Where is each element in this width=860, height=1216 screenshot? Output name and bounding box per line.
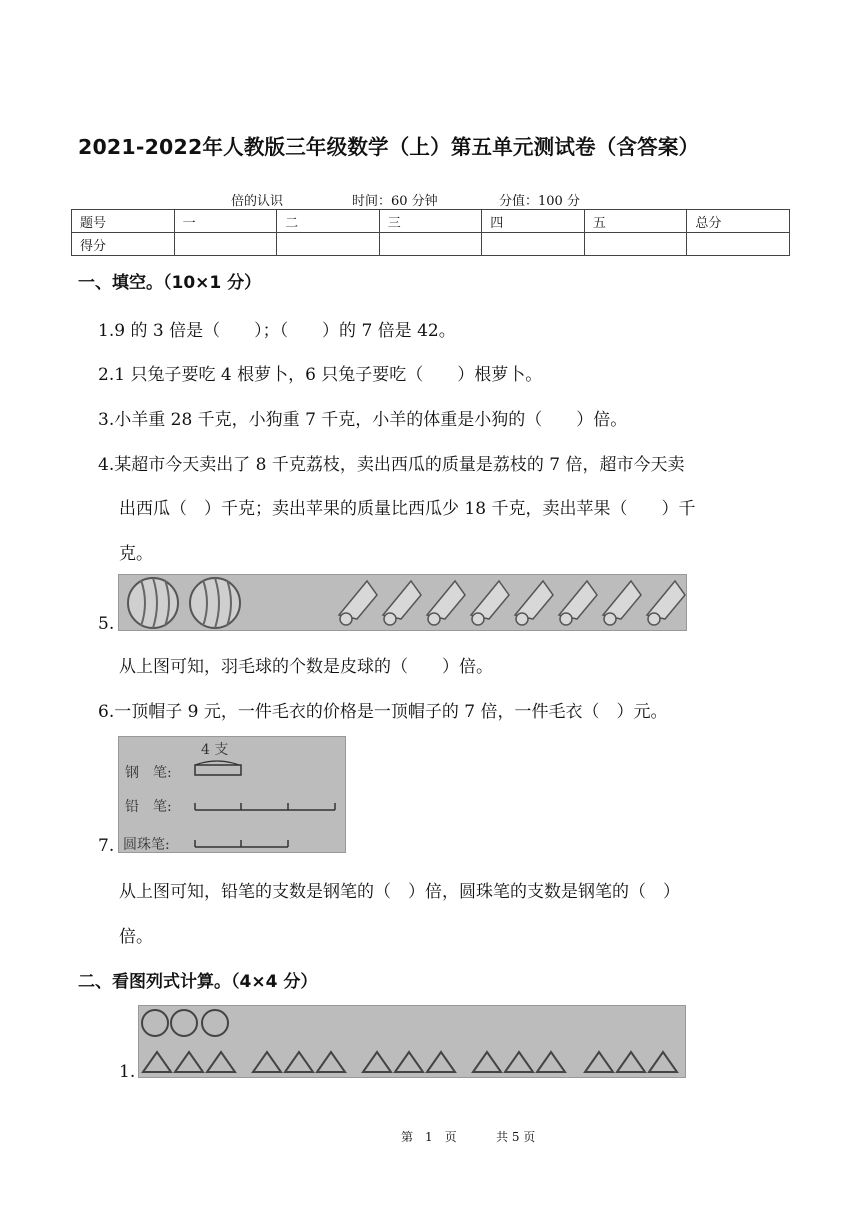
document-title: 2021-2022年人教版三年级数学（上）第五单元测试卷（含答案）	[78, 135, 700, 159]
triangle-shape	[505, 1052, 533, 1072]
footer-total-pages: 共 5 页	[496, 1130, 536, 1144]
triangle-shape	[585, 1052, 613, 1072]
triangle-shape	[143, 1052, 171, 1072]
score-input-cell[interactable]	[584, 233, 687, 256]
score-table-score-row	[72, 233, 790, 256]
triangle-group	[143, 1052, 235, 1072]
circles-triangles-picture	[138, 1005, 686, 1078]
question-1-4-line3: 克。	[119, 544, 153, 564]
pens-diagram-picture	[118, 736, 346, 853]
ball-icon	[190, 578, 240, 628]
triangle-shape	[175, 1052, 203, 1072]
shuttlecock-icon	[471, 581, 509, 625]
meta-score: 分值：100 分	[499, 194, 580, 209]
diagram-row-label-ballpen: 圆珠笔:	[123, 837, 170, 853]
meta-topic: 倍的认识	[231, 194, 284, 209]
circles-triangles-svg	[139, 1006, 685, 1077]
question-2-1-number: 1.	[119, 1062, 136, 1082]
triangle-shape	[253, 1052, 281, 1072]
triangle-group	[253, 1052, 345, 1072]
shuttlecock-icon	[383, 581, 421, 625]
score-table-cell: 总分	[687, 210, 790, 233]
question-1-7-line2: 倍。	[119, 927, 153, 947]
triangle-shape	[473, 1052, 501, 1072]
question-1-1: 1.9 的 3 倍是（ ）；（ ）的 7 倍是 42。	[98, 321, 456, 341]
score-table	[71, 209, 790, 256]
pencil-segment	[195, 803, 335, 810]
balls-shuttlecocks-svg	[119, 575, 686, 630]
triangle-shape	[363, 1052, 391, 1072]
score-table-cell: 四	[482, 210, 585, 233]
score-table-cell: 题号	[72, 210, 175, 233]
diagram-top-label: 4 支	[201, 742, 229, 758]
question-1-6: 6.一顶帽子 9 元，一件毛衣的价格是一顶帽子的 7 倍，一件毛衣（ ）元。	[98, 702, 668, 722]
score-table-cell: 二	[277, 210, 380, 233]
shuttlecock-icon	[427, 581, 465, 625]
triangle-shape	[317, 1052, 345, 1072]
triangle-group	[363, 1052, 455, 1072]
shuttlecock-icon	[515, 581, 553, 625]
triangle-shape	[649, 1052, 677, 1072]
score-table-row-label: 得分	[72, 233, 175, 256]
section2-heading: 二、看图列式计算。（4×4 分）	[78, 972, 318, 992]
score-table-header-row	[72, 210, 790, 233]
triangle-shape	[395, 1052, 423, 1072]
score-input-cell[interactable]	[277, 233, 380, 256]
score-input-cell[interactable]	[379, 233, 482, 256]
question-1-2: 2.1 只兔子要吃 4 根萝卜，6 只兔子要吃（ ）根萝卜。	[98, 365, 543, 385]
question-1-4-line1: 4.某超市今天卖出了 8 千克荔枝，卖出西瓜的质量是荔枝的 7 倍，超市今天卖	[98, 455, 685, 475]
score-input-cell[interactable]	[687, 233, 790, 256]
shuttlecock-icon	[647, 581, 685, 625]
footer-page-number: 第 1 页	[401, 1130, 457, 1144]
score-table-cell: 一	[174, 210, 277, 233]
score-input-cell[interactable]	[174, 233, 277, 256]
question-1-3: 3.小羊重 28 千克，小狗重 7 千克，小羊的体重是小狗的（ ）倍。	[98, 410, 628, 430]
meta-time: 时间：60 分钟	[352, 194, 438, 209]
diagram-row-label-pen: 钢 笔:	[125, 765, 172, 781]
section1-heading: 一、填空。（10×1 分）	[78, 273, 262, 293]
ball-icon	[128, 578, 178, 628]
question-1-7-line1: 从上图可知，铅笔的支数是钢笔的（ ）倍，圆珠笔的支数是钢笔的（ ）	[119, 882, 680, 902]
segment-lines-svg	[119, 737, 345, 852]
question-1-5-text: 从上图可知，羽毛球的个数是皮球的（ ）倍。	[119, 657, 493, 677]
circle-shape	[142, 1010, 168, 1036]
triangle-shape	[427, 1052, 455, 1072]
question-1-5-number: 5.	[98, 614, 115, 634]
diagram-row-label-pencil: 铅 笔:	[125, 799, 172, 815]
triangle-group	[473, 1052, 565, 1072]
ballpen-segment	[195, 840, 288, 847]
balls-shuttlecocks-picture	[118, 574, 687, 631]
circle-shape	[171, 1010, 197, 1036]
pen-segment	[195, 765, 241, 775]
question-1-7-number: 7.	[98, 836, 115, 856]
triangle-shape	[617, 1052, 645, 1072]
shuttlecock-icon	[603, 581, 641, 625]
shuttlecock-icon	[559, 581, 597, 625]
triangle-shape	[537, 1052, 565, 1072]
triangle-shape	[285, 1052, 313, 1072]
score-input-cell[interactable]	[482, 233, 585, 256]
score-table-cell: 五	[584, 210, 687, 233]
triangle-shape	[207, 1052, 235, 1072]
question-1-4-line2: 出西瓜（ ）千克；卖出苹果的质量比西瓜少 18 千克，卖出苹果（ ）千	[119, 499, 696, 519]
shuttlecock-icon	[339, 581, 377, 625]
circle-shape	[202, 1010, 228, 1036]
triangle-group	[585, 1052, 677, 1072]
score-table-cell: 三	[379, 210, 482, 233]
